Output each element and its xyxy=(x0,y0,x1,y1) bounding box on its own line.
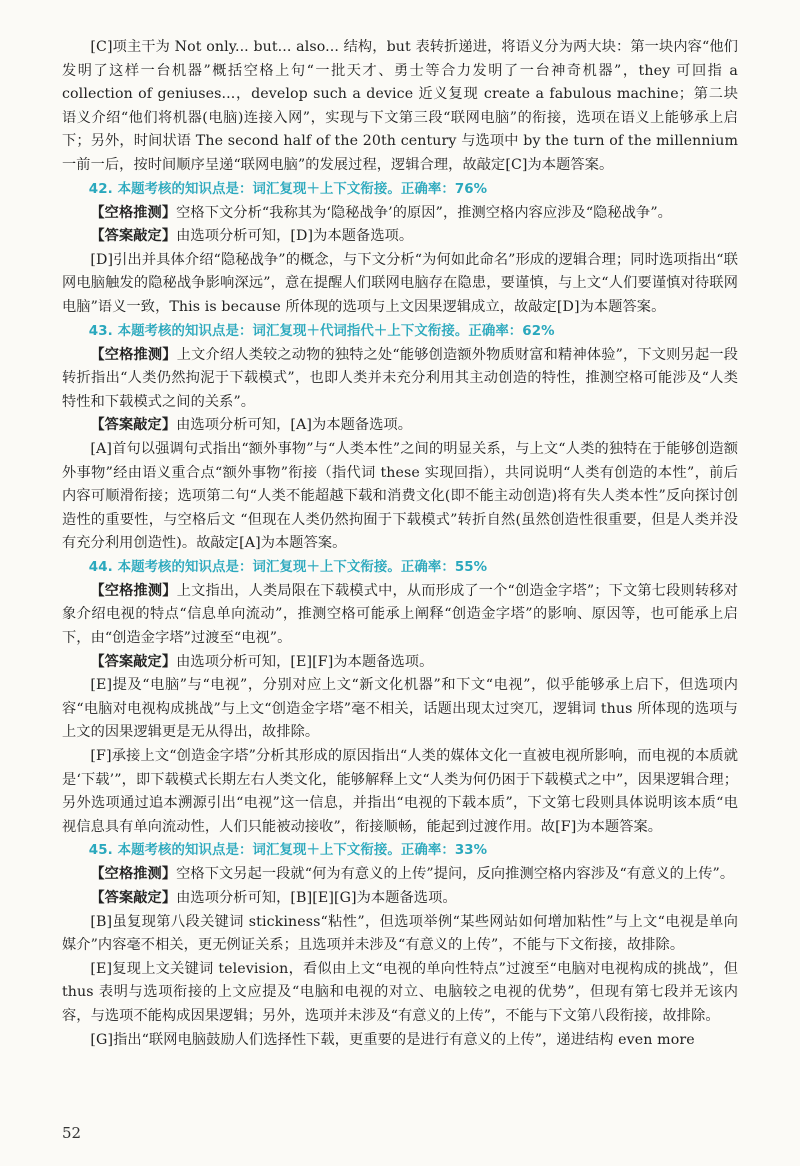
paragraph-text: 上文指出，人类局限在下载模式中，从而形成了一个“创造金字塔”；下文第七段则转移对象介绍电视的特点“信息单向流动”，推测空格可能承上阐释“创造金字塔”的影响、原因等，也可能承上启下，由“创造金字塔”过渡至“电视”。 xyxy=(62,582,738,647)
body-paragraph: [F]承接上文“创造金字塔”分析其形成的原因指出“人类的媒体文化一直被电视所影响，而电视的本质就是‘下载’”，即下载模式长期左右人类文化，能够解释上文“人类为何仍困于下载模式之中”，因果逻辑合理；另外选项通过追本溯源引出“电视”这一信息，并指出“电视的下载本质”，下文第七段则具体说明该本质“电视信息具有单向流动性，人们只能被动接收”，衔接顺畅，能起到过渡作用。故[F]为本题答案。 xyxy=(62,748,738,835)
paragraph-label: 【空格推测】 xyxy=(90,346,177,363)
labeled-paragraph xyxy=(62,887,738,911)
question-heading: 42. 本题考核的知识点是：词汇复现＋上下文衔接。正确率：76% xyxy=(88,181,488,197)
paragraph-label: 【空格推测】 xyxy=(90,582,177,599)
body-paragraph: [B]虽复现第八段关键词 stickiness“粘性”，但选项举例“某些网站如何增加粘性”与上文“电视是单向媒介”内容毫不相关，更无例证关系；且选项并未涉及“有意义的上传”，不能与下文衔接，故排除。 xyxy=(62,913,738,954)
labeled-paragraph xyxy=(62,202,738,226)
body-paragraph: [D]引出并具体介绍“隐秘战争”的概念，与下文分析“为何如此命名”形成的逻辑合理；同时选项指出“联网电脑触发的隐秘战争影响深远”，意在提醒人们联网电脑存在隐患，要谨慎，与上文“人们要谨慎对待联网电脑”语义一致，This is because 所体现的选项与上文因果逻辑成立，故敲定[D]为本题答案。 xyxy=(62,251,738,315)
paragraph-label: 【空格推测】 xyxy=(90,866,177,883)
paragraph-text: 上文介绍人类较之动物的独特之处“能够创造额外物质财富和精神体验”，下文则另起一段转折指出“人类仍然拘泥于下载模式”，也即人类并未充分利用其主动创造的特性，推测空格可能涉及“人类特性和下载模式之间的关系”。 xyxy=(62,346,738,410)
body-paragraph: [A]首句以强调句式指出“额外事物”与“人类本性”之间的明显关系，与上文“人类的独特在于能够创造额外事物”经由语义重合点“额外事物”衔接（指代词 these 实现回指），共同说明“人类有创造的本性”，前后内容可顺滑衔接；选项第二句“人类不能超越下载和消费文化(即不能主动创造)将有失人类本性”反向探讨创造性的重要性，与空格后文 “但现在人类仍然拘囿于下载模式”转折自然(虽然创造性很重要，但是人类并没有充分利用创造性)。故敲定[A]为本题答案。 xyxy=(62,440,738,552)
body-paragraph: [E]复现上文关键词 television，看似由上文“电视的单向性特点”过渡至“电脑对电视构成的挑战”，但 thus 表明与选项衔接的上文应提及“电脑和电视的对立、电脑较之电视的优势”，但现有第七段并无该内容，与选项不能构成因果逻辑；另外，选项并未涉及“有意义的上传”，不能与下文第八段衔接，故排除。 xyxy=(62,960,738,1024)
paragraph-text: 由选项分析可知，[B][E][G]为本题备选项。 xyxy=(176,890,457,906)
body-paragraph: [G]指出“联网电脑鼓励人们选择性下载，更重要的是进行有意义的上传”，递进结构 even more xyxy=(90,1031,695,1048)
page-number: 52 xyxy=(62,1124,82,1142)
labeled-paragraph xyxy=(62,651,738,675)
paragraph-text: 由选项分析可知，[A]为本题备选项。 xyxy=(176,417,413,434)
labeled-paragraph xyxy=(62,863,738,887)
labeled-paragraph xyxy=(62,580,738,651)
question-heading: 44. 本题考核的知识点是：词汇复现＋上下文衔接。正确率：55% xyxy=(88,559,488,575)
paragraph-label: 【答案敲定】 xyxy=(90,417,177,434)
paragraph-label: 【答案敲定】 xyxy=(90,890,177,906)
paragraph-label: 【答案敲定】 xyxy=(90,653,177,670)
question-heading: 45. 本题考核的知识点是：词汇复现＋上下文衔接。正确率：33% xyxy=(88,843,488,859)
paragraph-text: 由选项分析可知，[E][F]为本题备选项。 xyxy=(176,653,434,670)
question-heading: 43. 本题考核的知识点是：词汇复现＋代词指代＋上下文衔接。正确率：62% xyxy=(88,323,555,339)
labeled-paragraph xyxy=(62,225,738,249)
paragraph-label: 【空格推测】 xyxy=(90,204,177,221)
labeled-paragraph xyxy=(62,344,738,415)
paragraph-text: 空格下文另起一段就“何为有意义的上传”提问，反向推测空格内容涉及“有意义的上传”。 xyxy=(176,866,735,883)
page-body xyxy=(62,36,738,1052)
paragraph-text: 空格下文分析“我称其为‘隐秘战争’的原因”，推测空格内容应涉及“隐秘战争”。 xyxy=(176,204,672,221)
paragraph-label: 【答案敲定】 xyxy=(90,228,177,245)
labeled-paragraph xyxy=(62,414,738,438)
body-paragraph: [E]提及“电脑”与“电视”，分别对应上文“新文化机器”和下文“电视”，似乎能够承上启下，但选项内容“电脑对电视构成挑战”与上文“创造金字塔”毫不相关，话题出现太过突兀，逻辑词 thus 所体现的选项与上文的因果逻辑更是无从得出，故排除。 xyxy=(62,677,738,741)
body-paragraph: [C]项主干为 Not only... but... also... 结构，but 表转折递进，将语义分为两大块：第一块内容“他们发明了这样一台机器”概括空格上句“一批天才、勇士等合力发明了一台神奇机器”，they 可回指 a collection of geniuses...，develop such a device 近义复现 create a fabulous machine；第二块语义介绍“他们将机器(电脑)连接入网”，实现与下文第三段“联网电脑”的衔接，选项在语义上能够承上启下；另外，时间状语 The second half of the 20th century 与选项中 by the turn of the millennium 一前一后，按时间顺序呈递“联网电脑”的发展过程，逻辑合理，故敲定[C]为本题答案。 xyxy=(62,39,738,173)
paragraph-text: 由选项分析可知，[D]为本题备选项。 xyxy=(176,228,414,245)
